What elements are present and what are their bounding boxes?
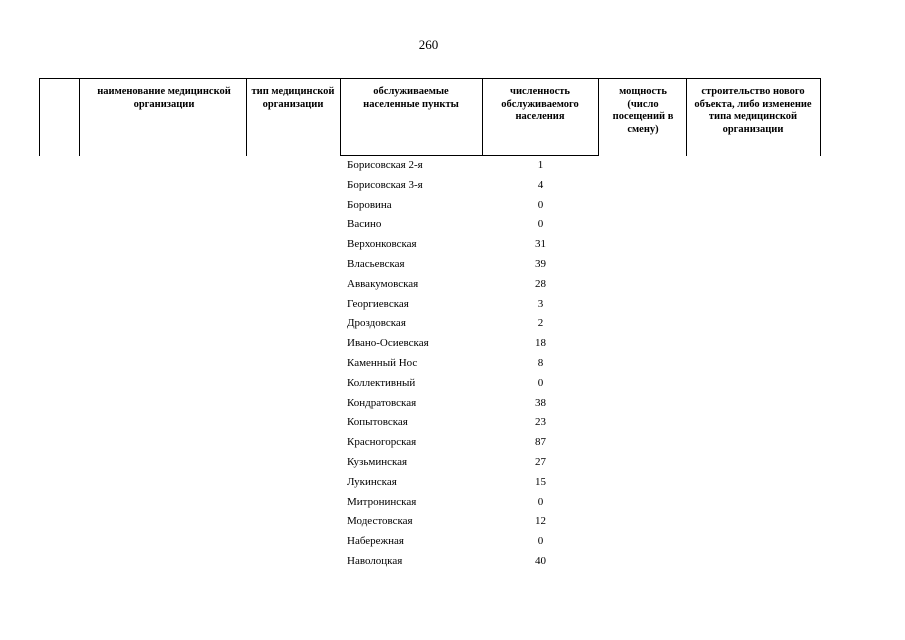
population-value: 38: [535, 396, 546, 409]
table-row: [0, 295, 905, 315]
col-border-1: [79, 78, 80, 156]
population-value: 1: [537, 159, 544, 171]
settlement-name: Копытовская: [347, 416, 408, 429]
population-value: 27: [535, 456, 546, 468]
settlement-name: Борисовская 3-я: [347, 178, 423, 191]
table-row: [0, 473, 905, 493]
table-row: [0, 532, 905, 552]
population-value: 15: [535, 475, 546, 488]
col-border-7: [820, 78, 821, 156]
table-row: [0, 196, 905, 216]
population-value: 2: [537, 317, 544, 330]
settlement-name: Красногорская: [347, 436, 417, 449]
header-settlements: обслуживаемые населенные пункты: [363, 86, 459, 110]
header-population: численность обслуживаемого населения: [501, 86, 579, 122]
header-capacity: мощность (число посещений в смену): [612, 86, 674, 135]
settlement-name: Аввакумовская: [347, 277, 419, 290]
header-construction: строительство нового объекта, либо изменение типа медицинской организации: [694, 86, 812, 135]
population-value: 0: [537, 218, 544, 231]
settlement-name: Модестовская: [347, 515, 413, 528]
header-organization-type: тип медицинской организации: [251, 86, 335, 110]
settlement-name: Власьевская: [347, 258, 405, 270]
col-border-0: [39, 78, 40, 156]
population-value: 12: [535, 515, 546, 528]
table-header: [0, 78, 905, 158]
settlement-name: Кузьминская: [347, 456, 408, 468]
table-row: [0, 354, 905, 374]
settlement-name: Кондратовская: [347, 396, 417, 409]
population-value: 31: [535, 238, 546, 251]
settlement-name: Лукинская: [347, 475, 397, 488]
table-row: [0, 552, 905, 572]
table-row: [0, 215, 905, 235]
settlement-name: Боровина: [347, 198, 392, 211]
population-value: 18: [535, 337, 546, 350]
page-number: 260: [418, 37, 439, 52]
population-value: 4: [537, 178, 544, 191]
table-row: [0, 314, 905, 334]
table-row: [0, 176, 905, 196]
col-border-3: [340, 78, 341, 156]
population-value: 0: [537, 198, 544, 211]
settlement-name: Митронинская: [347, 495, 417, 508]
table-row: [0, 512, 905, 532]
settlement-name: Дроздовская: [347, 317, 406, 330]
population-value: 0: [537, 495, 544, 508]
settlement-name: Каменный Нос: [347, 357, 418, 369]
table-row: [0, 413, 905, 433]
table-row: [0, 235, 905, 255]
table-row: [0, 275, 905, 295]
settlement-name: Набережная: [347, 535, 404, 548]
table-row: [0, 334, 905, 354]
col-border-2: [246, 78, 247, 156]
settlement-name: Васино: [347, 218, 382, 231]
settlement-name: Ивано-Осиевская: [347, 337, 429, 350]
population-value: 8: [537, 357, 544, 369]
col-border-5: [598, 78, 599, 156]
header-organization-name: наименование медицинской организации: [97, 86, 231, 110]
population-value: 0: [537, 376, 544, 389]
population-value: 39: [535, 258, 546, 270]
table-row: [0, 453, 905, 473]
table-row: [0, 394, 905, 414]
settlement-name: Верхонковская: [347, 238, 417, 251]
col-border-6: [686, 78, 687, 156]
col-border-4: [482, 78, 483, 156]
population-value: 87: [535, 436, 546, 449]
settlement-name: Георгиевская: [347, 297, 409, 310]
population-value: 0: [537, 535, 544, 548]
population-value: 28: [535, 277, 546, 290]
population-value: 40: [535, 555, 546, 567]
settlement-name: Борисовская 2-я: [347, 159, 423, 171]
population-value: 3: [537, 297, 544, 310]
table-top-border: [39, 78, 820, 79]
settlement-name: Наволоцкая: [347, 555, 403, 567]
table-row: [0, 374, 905, 394]
table-row: [0, 493, 905, 513]
table-row: [0, 156, 905, 176]
settlement-name: Коллективный: [347, 376, 416, 389]
population-value: 23: [535, 416, 546, 429]
table-row: [0, 433, 905, 453]
table-row: [0, 255, 905, 275]
